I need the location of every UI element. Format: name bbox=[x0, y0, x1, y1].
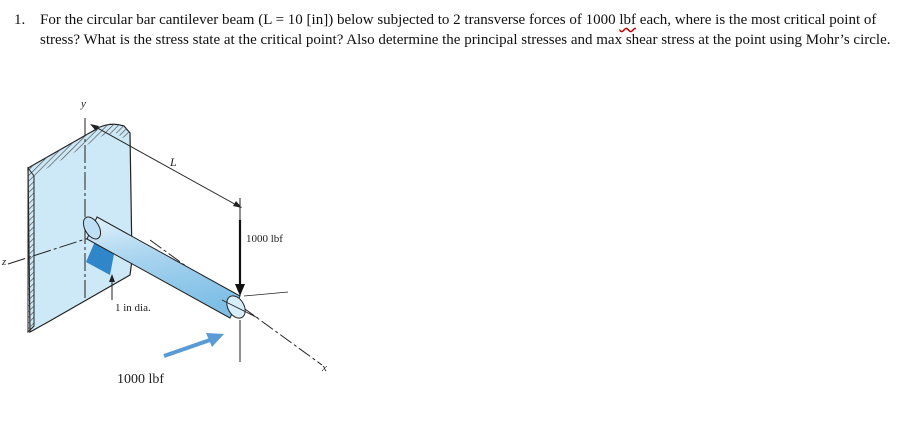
force-arrow-horizontal bbox=[164, 340, 210, 356]
wall-hatch-left bbox=[28, 168, 34, 332]
end-face-cross-2 bbox=[244, 292, 288, 296]
length-label: L bbox=[170, 155, 177, 169]
axis-label-x: x bbox=[322, 362, 327, 374]
force-label-horizontal: 1000 lbf bbox=[117, 372, 165, 387]
axis-label-y: y bbox=[81, 98, 86, 110]
force-label-vertical: 1000 lbf bbox=[246, 233, 283, 245]
axis-label-z: z bbox=[2, 256, 7, 268]
question-text-part2: each, where is the most critical point of stress? What is the stress state at the critical point? Also determine the principal stresses and max shear stress at the point using Mohr’s circle. bbox=[40, 12, 891, 48]
question-text-part1: For the circular bar cantilever beam (L = 10 [in]) below subjected to 2 transverse forces of 1000 bbox=[40, 12, 620, 28]
dimension-arrowhead-right bbox=[233, 201, 242, 208]
spellcheck-flagged-word[interactable]: lbf bbox=[619, 12, 637, 28]
question-number: 1. bbox=[14, 12, 26, 28]
diameter-label: 1 in dia. bbox=[115, 302, 151, 314]
